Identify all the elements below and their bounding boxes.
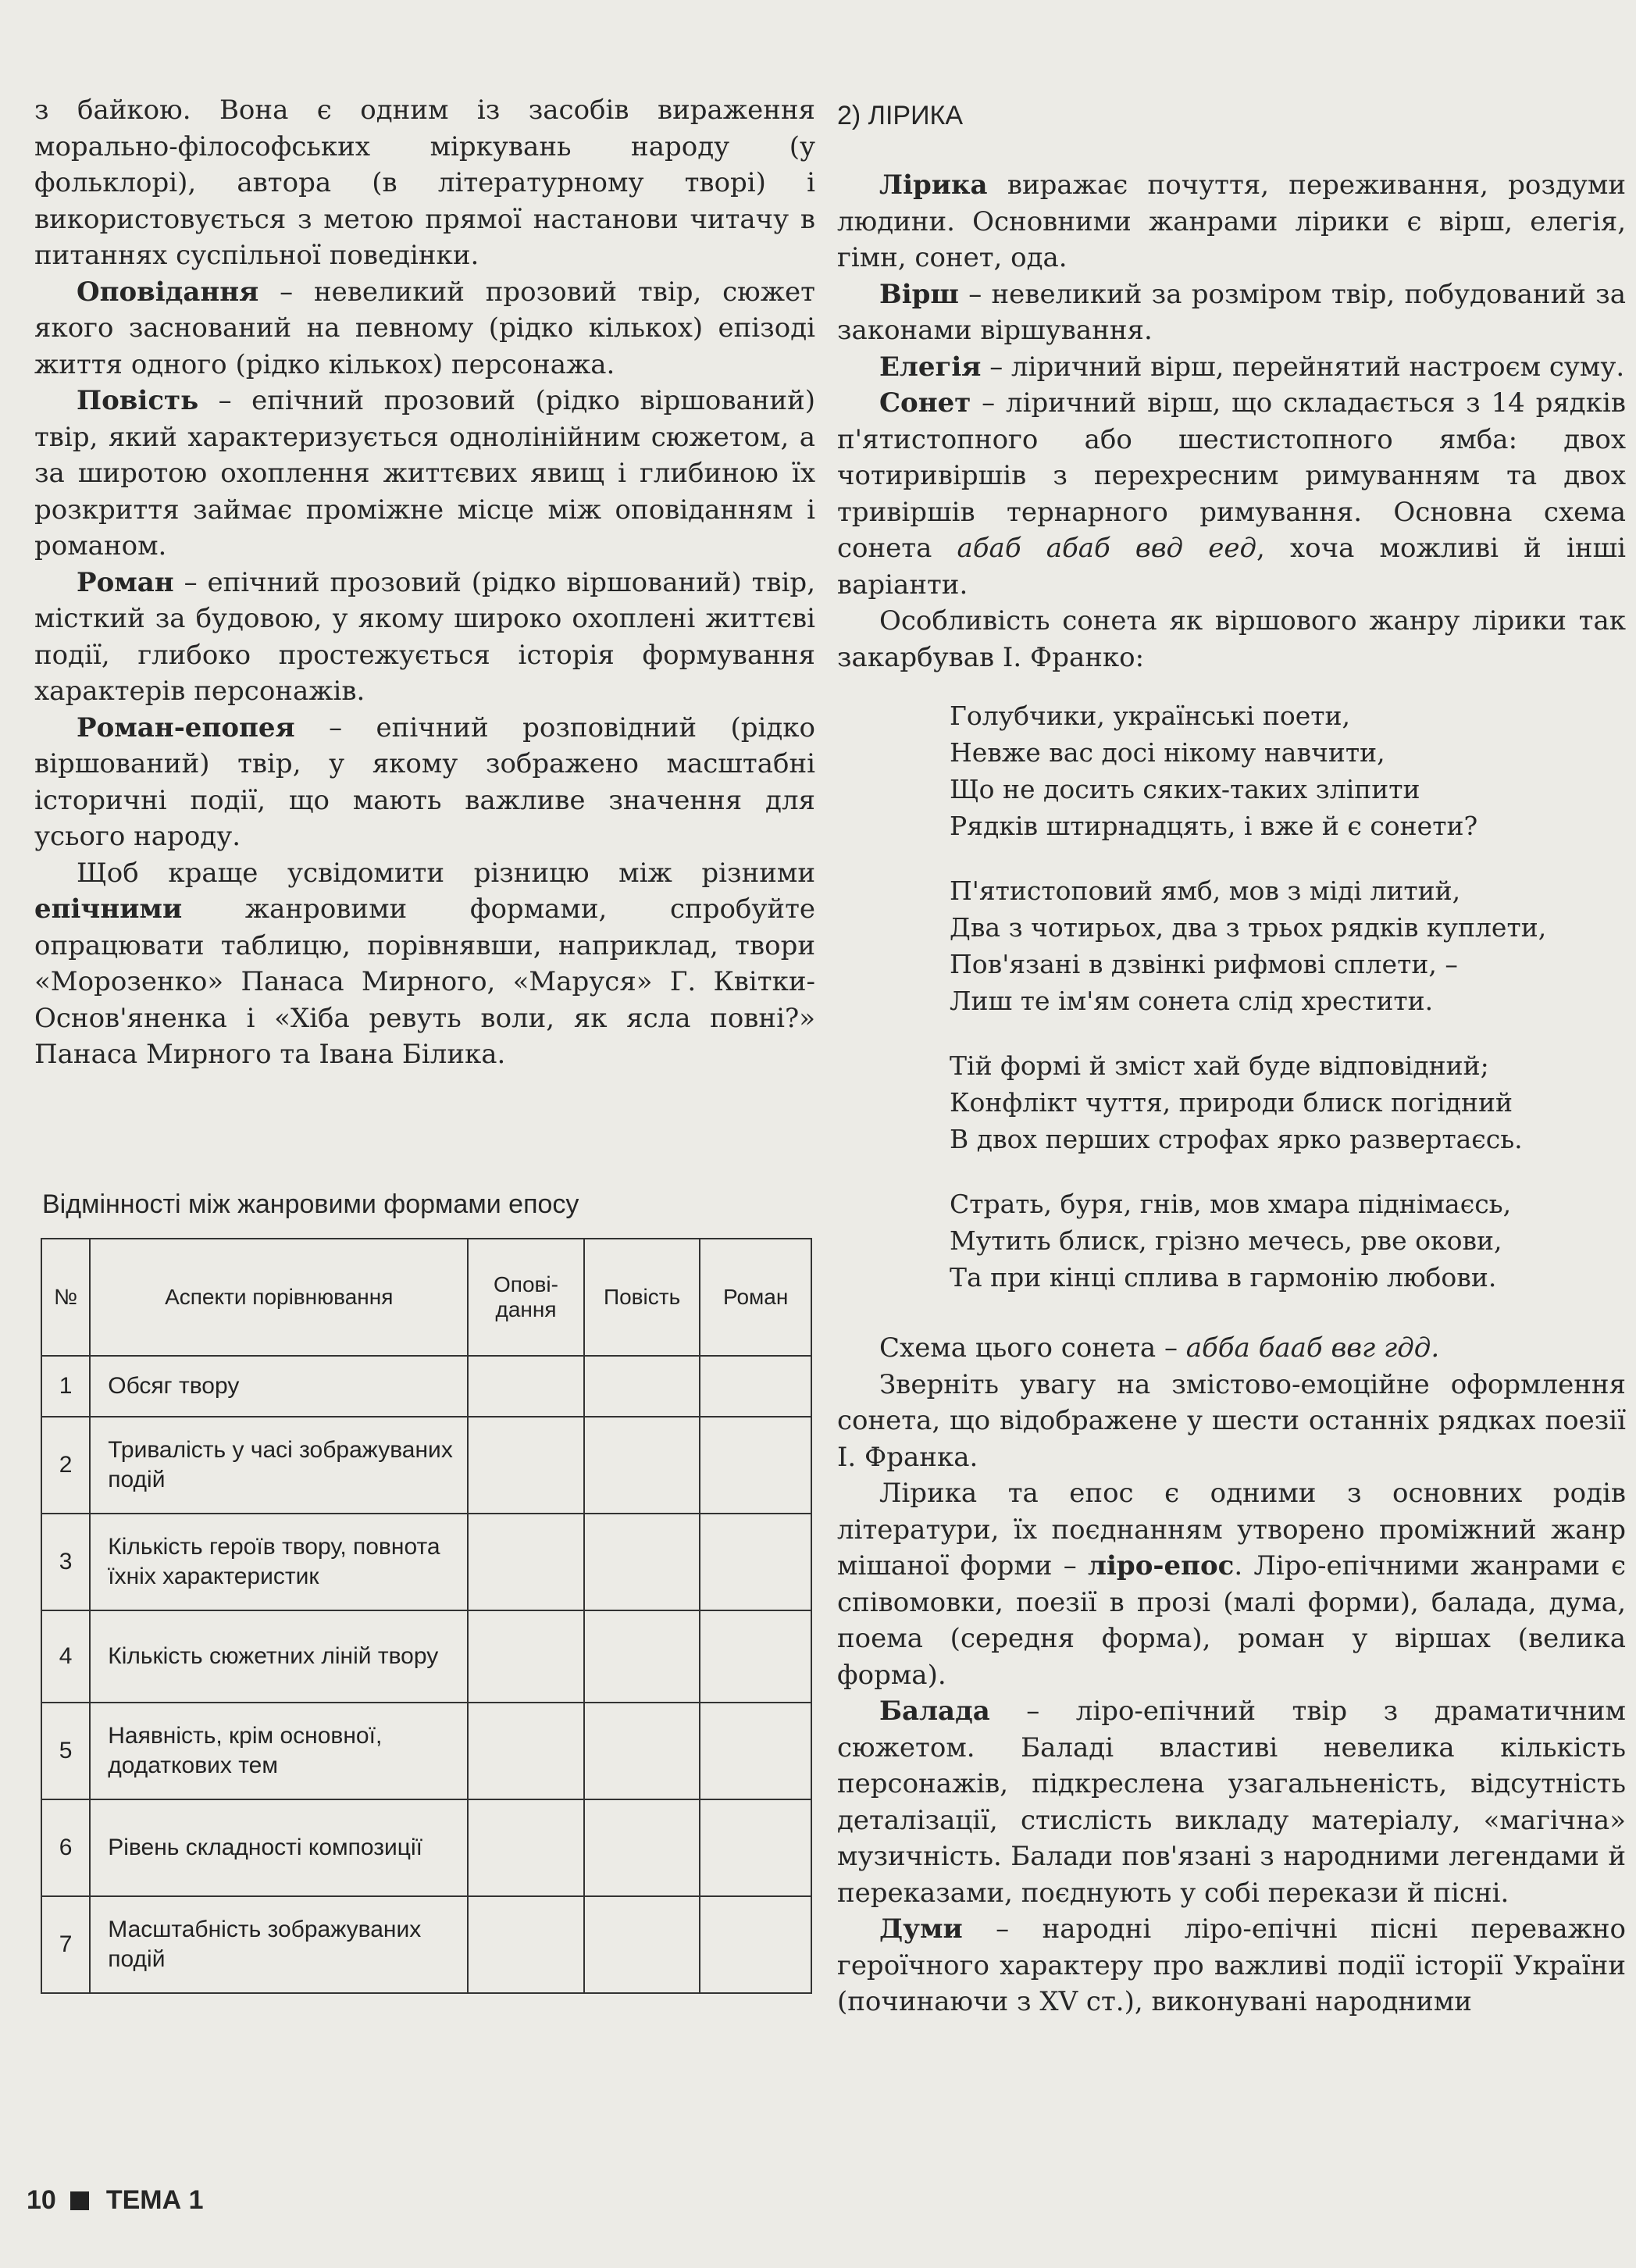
header-opovidannia: Опові-дання: [468, 1239, 584, 1356]
paragraph-opovidannia: [34, 274, 815, 383]
paragraph-scheme: [837, 1330, 1626, 1367]
definition-virsh: – невеликий за розміром твір, побудований за законами віршування.: [837, 278, 1626, 346]
paragraph-fable: з байкою. Вона є одним із засобів вираження морально-філософських міркувань народу (у фольклорі), автора (в літературному творі) і використовується з метою прямої настанови читачу в питаннях суспільної поведінки.: [34, 94, 815, 271]
term-balada: Балада: [879, 1696, 990, 1727]
scheme-text: Схема цього сонета –: [879, 1332, 1186, 1364]
poem-stanza: [950, 1186, 1626, 1296]
cell-empty: [700, 1610, 811, 1703]
definition-liryka: виражає почуття, переживання, роздуми людини. Основними жанрами лірики є вірш, елегія, гімн, сонет, ода.: [837, 169, 1626, 273]
term-virsh: Вірш: [879, 278, 959, 310]
poem-stanza: [950, 697, 1626, 844]
cell-empty: [584, 1417, 700, 1514]
paragraph-liryka: [837, 167, 1626, 276]
cell-empty: [468, 1514, 584, 1610]
poem-line: В двох перших строфах ярко развертаєсь.: [950, 1124, 1523, 1154]
cell-empty: [700, 1514, 811, 1610]
definition-roman: – епічний прозовий (рідко віршований) твір, місткий за будовою, у якому широко охоплені життєві події, глибоко простежується історія формування характерів персонажів.: [34, 566, 815, 707]
term-povist: Повість: [77, 385, 199, 416]
term-epichnymy: епічними: [34, 893, 183, 925]
poem-line: Страть, буря, гнів, мов хмара піднімаєсь,: [950, 1189, 1512, 1219]
task-text-b: жанровими формами, спробуйте опрацювати таблицю, порівнявши, наприклад, твори «Морозенко» Панаса Мирного, «Маруся» Г. Квітки-Основ'яненка і «Хіба ревуть воли, як ясла повні?» Панаса Мирного та Івана Білика.: [34, 893, 815, 1070]
definition-elehiia: – ліричний вірш, перейнятий настроєм суму.: [981, 351, 1625, 383]
definition-balada: – ліро-епічний твір з драматичним сюжетом. Баладі властиві невелика кількість персонажів, підкреслена узагальненість, відсутність деталізації, стислість викладу матеріалу, «магічна» музичність. Балади пов'язані з народними легендами й переказами, поєднують у собі перекази й пісні.: [837, 1696, 1626, 1909]
row-aspect: Тривалість у часі зображуваних подій: [90, 1417, 468, 1514]
poem-line: Що не досить сяких-таких зліпити: [950, 774, 1420, 804]
paragraph-roman: [34, 565, 815, 710]
left-column: [34, 92, 815, 1073]
table-row: [41, 1514, 811, 1610]
row-aspect: Наявність, крім основної, додаткових тем: [90, 1703, 468, 1799]
table-row: [41, 1356, 811, 1417]
definition-sonet-b: , хоча можливі й інші варіанти.: [837, 533, 1626, 601]
row-aspect: Кількість героїв твору, повнота їхніх характеристик: [90, 1514, 468, 1610]
row-num: 6: [41, 1799, 90, 1896]
cell-empty: [700, 1799, 811, 1896]
definition-opovidannia: – невеликий прозовий твір, сюжет якого заснований на певному (рідко кількох) епізоді життя одного (рідко кількох) персонажа.: [34, 276, 815, 380]
paragraph-roman-epopeia: [34, 710, 815, 855]
poem-franko: [950, 697, 1626, 1296]
right-column: [837, 100, 1626, 2020]
paragraph-sonet: [837, 385, 1626, 603]
poem-line: П'ятистоповий ямб, мов з міді литий,: [950, 875, 1461, 906]
cell-empty: [468, 1610, 584, 1703]
cell-empty: [584, 1799, 700, 1896]
header-num: №: [41, 1239, 90, 1356]
definition-dumy: – народні ліро-епічні пісні переважно героїчного характеру про важливі події історії України (починаючи з XV ст.), виконувані народними: [837, 1913, 1626, 2017]
term-liryka: Лірика: [879, 169, 988, 201]
cell-empty: [584, 1896, 700, 1993]
row-num: 5: [41, 1703, 90, 1799]
term-roman: Роман: [77, 566, 174, 598]
row-num: 1: [41, 1356, 90, 1417]
poem-line: Тій формі й зміст хай буде відповідний;: [950, 1050, 1489, 1081]
paragraph-dumy: [837, 1911, 1626, 2020]
cell-empty: [700, 1703, 811, 1799]
paragraph-franko-intro: Особливість сонета як віршового жанру лірики так закарбував І. Франко:: [837, 605, 1626, 673]
term-dumy: Думи: [879, 1913, 963, 1945]
square-bullet-icon: [70, 2191, 89, 2210]
liro-epos-text-b: . Ліро-епічними жанрами є співомовки, поезії в прозі (малі форми), балада, дума, поема (середня форма), роман у віршах (велика форма).: [837, 1550, 1626, 1691]
term-elehiia: Елегія: [879, 351, 982, 383]
cell-empty: [700, 1896, 811, 1993]
liro-epos-text-a: Лірика та епос є одними з основних родів літератури, їх поєднанням утворено проміжний жанр мішаної форми –: [837, 1478, 1626, 1582]
row-aspect: Обсяг твору: [90, 1356, 468, 1417]
row-num: 3: [41, 1514, 90, 1610]
row-num: 7: [41, 1896, 90, 1993]
page-footer: [27, 2185, 204, 2216]
paragraph-liro-epos: [837, 1475, 1626, 1693]
cell-empty: [468, 1896, 584, 1993]
term-opovidannia: Оповідання: [77, 276, 259, 308]
cell-empty: [700, 1417, 811, 1514]
table-row: [41, 1896, 811, 1993]
poem-line: Мутить блиск, грізно мечесь, рве окови,: [950, 1225, 1502, 1256]
row-aspect: Кількість сюжетних ліній твору: [90, 1610, 468, 1703]
poem-line: Голубчики, українські поети,: [950, 701, 1351, 731]
cell-empty: [584, 1356, 700, 1417]
table-header-row: [41, 1239, 811, 1356]
section-title-liryka: 2) ЛІРИКА: [837, 101, 964, 130]
term-sonet: Сонет: [879, 387, 971, 419]
task-text-a: Щоб краще усвідомити різницю між різними: [77, 857, 815, 889]
poem-stanza: [950, 872, 1626, 1019]
row-num: 4: [41, 1610, 90, 1703]
cell-empty: [584, 1703, 700, 1799]
paragraph-virsh: [837, 276, 1626, 349]
sonnet-scheme: абаб абаб ввд еед: [957, 533, 1257, 564]
cell-empty: [468, 1356, 584, 1417]
table-title: Відмінності між жанровими формами епосу: [42, 1189, 579, 1219]
definition-roman-epopeia: – епічний розповідний (рідко віршований) твір, у якому зображено масштабні історичні події, що мають важливе значення для усього народу.: [34, 711, 815, 852]
paragraph-task: [34, 855, 815, 1073]
cell-empty: [468, 1703, 584, 1799]
comparison-table: [41, 1238, 812, 1994]
table-row: [41, 1703, 811, 1799]
poem-line: Невже вас досі нікому навчити,: [950, 737, 1385, 768]
paragraph-elehiia: [837, 349, 1626, 386]
definition-povist: – епічний прозовий (рідко віршований) твір, який характеризується однолінійним сюжетом, а за широтою охоплення життєвих явищ і глибиною їх розкриття займає проміжне місце між оповіданням і романом.: [34, 385, 815, 562]
franko-scheme: абба бааб ввг гдд.: [1185, 1332, 1440, 1364]
term-roman-epopeia: Роман-епопея: [77, 711, 295, 744]
row-aspect: Масштабність зображуваних подій: [90, 1896, 468, 1993]
row-num: 2: [41, 1417, 90, 1514]
header-aspect: Аспекти порівнювання: [90, 1239, 468, 1356]
cell-empty: [584, 1610, 700, 1703]
cell-empty: [700, 1356, 811, 1417]
poem-line: Рядків штирнадцять, і вже й є сонети?: [950, 811, 1478, 841]
cell-empty: [468, 1799, 584, 1896]
paragraph-balada: [837, 1693, 1626, 1911]
paragraph-povist: [34, 383, 815, 565]
poem-stanza: [950, 1047, 1626, 1157]
term-liro-epos: ліро-епос: [1088, 1550, 1235, 1582]
poem-line: Два з чотирьох, два з трьох рядків куплети,: [950, 912, 1547, 943]
poem-line: Та при кінці сплива в гармонію любови.: [950, 1262, 1497, 1293]
table-row: [41, 1799, 811, 1896]
table-row: [41, 1610, 811, 1703]
poem-line: Лиш те ім'ям сонета слід хрестити.: [950, 986, 1434, 1016]
poem-line: Пов'язані в дзвінкі рифмові сплети, –: [950, 949, 1458, 979]
topic-label: ТЕМА 1: [105, 2185, 204, 2215]
header-povist: Повість: [584, 1239, 700, 1356]
table-row: [41, 1417, 811, 1514]
page-number: 10: [27, 2185, 56, 2215]
header-roman: Роман: [700, 1239, 811, 1356]
cell-empty: [584, 1514, 700, 1610]
definition-sonet-a: – ліричний вірш, що складається з 14 рядків п'ятистопного або шестистопного ямба: двох чотиривіршів з перехресним римуванням та двох тривіршів тернарного римування. Основна схема сонета: [837, 387, 1626, 564]
paragraph-attention: Зверніть увагу на змістово-емоційне оформлення сонета, що відображене у шести останніх рядках поезії І. Франка.: [837, 1368, 1626, 1473]
cell-empty: [468, 1417, 584, 1514]
row-aspect: Рівень складності композиції: [90, 1799, 468, 1896]
poem-line: Конфлікт чуття, природи блиск погідний: [950, 1087, 1513, 1118]
